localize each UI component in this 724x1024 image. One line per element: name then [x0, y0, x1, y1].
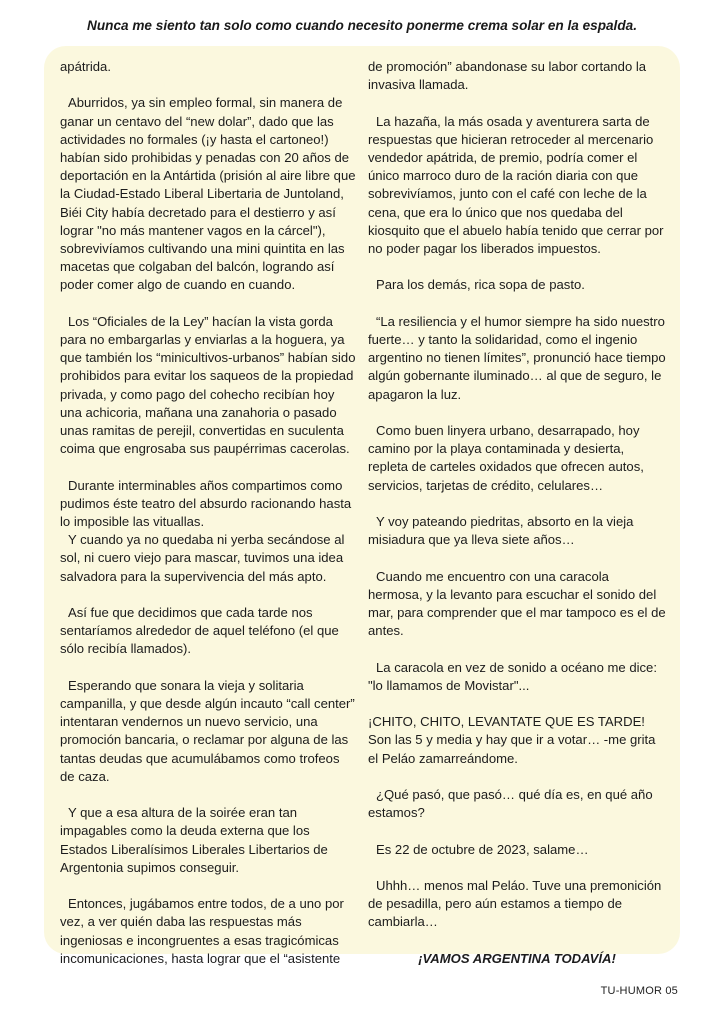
paragraph: Aburridos, ya sin empleo formal, sin manera de ganar un centavo del “new dolar”, dado que las actividades no formales (¡y hasta el cartoneo!) habían sido prohibidas y penadas con 20 años de deportación en la Antártida (prisión al aire libre que la Ciudad-Estado Liberal Libertaria de Juntoland, Biéi City había decretado para el destierro y así lograr "no más mantener vagos en la cárcel"), sobrevivíamos cultivando una mini quintita en las macetas que colgaban del balcón, logrando así poder comer algo de cuando en cuando.	[60, 95, 356, 293]
paragraph: La caracola en vez de sonido a océano me dice: "lo llamamos de Movistar"...	[368, 659, 657, 693]
article-panel	[44, 46, 680, 966]
left-column	[60, 58, 356, 986]
closing-slogan: ¡VAMOS ARGENTINA TODAVÍA!	[418, 950, 616, 966]
paragraph: Los “Oficiales de la Ley” hacían la vista gorda para no embargarlas y enviarlas a la hoguera, ya que también los “minicultivos-urbanos” habían sido prohibidos para evitar los saqueos de la propiedad privada, y como pago del cohecho recibían hoy una achicoria, mañana una zanahoria o pasado unas ramitas de perejil, convertidas en suculenta coima que engrosaba sus paupérrimas cacerolas.	[60, 313, 356, 457]
paragraph: Y voy pateando piedritas, absorto en la vieja misiadura que ya lleva siete años…	[368, 514, 634, 548]
page-header-quote: Nunca me siento tan solo como cuando necesito ponerme crema solar en la espalda.	[87, 18, 637, 33]
paragraph: Entonces, jugábamos entre todos, de a uno por vez, a ver quién daba las respuestas más ingeniosas e incongruentes a esas tragicómicas incomunicaciones, hasta lograr que el “asistente	[60, 896, 344, 966]
page-footer: TU-HUMOR 05	[600, 985, 678, 997]
paragraph: Esperando que sonara la vieja y solitaria campanilla, y que desde algún incauto “call center” intentaran vendernos un nuevo servicio, una promoción bancaria, o reclamar por alguna de las tantas deudas que acumulábamos como trofeos de caza.	[60, 677, 355, 784]
paragraph: de promoción” abandonase su labor cortando la invasiva llamada.	[368, 59, 647, 93]
paragraph: La hazaña, la más osada y aventurera sarta de respuestas que hicieran retroceder al mercenario vendedor apátrida, de premio, podría comer el único marroco duro de la ración diaria con que sobrevivíamos, junto con el café con leche de la cena, que era lo único que nos quedaba del kiosquito que el abuelo había tenido que cerrar por no poder pagar los liberados impuestos.	[368, 113, 664, 257]
paragraph: ¡CHITO, CHITO, LEVANTATE QUE ES TARDE! Son las 5 y media y hay que ir a votar… -me grita el Peláo zamarreándome.	[368, 714, 656, 766]
paragraph: ¿Qué pasó, que pasó… qué día es, en qué año estamos?	[368, 786, 653, 821]
paragraph: Cuando me encuentro con una caracola hermosa, y la levanto para escuchar el sonido del mar, para comprender que el mar tampoco es el de antes.	[368, 568, 666, 639]
paragraph: Para los demás, rica sopa de pasto.	[376, 277, 585, 293]
paragraph: “La resiliencia y el humor siempre ha sido nuestro fuerte… y tanto la solidaridad, como el ingenio argentino no tienen límites”, pronunció hace tiempo algún gobernante iluminado… al que de seguro, le apagaron la luz.	[368, 313, 666, 402]
paragraph: Así fue que decidimos que cada tarde nos sentaríamos alrededor de aquel teléfono (el que sólo recibía llamados).	[60, 605, 339, 657]
paragraph: Y cuando ya no quedaba ni yerba secándose al sol, ni cuero viejo para mascar, tuvimos una idea salvadora para la supervivencia del más apto.	[60, 532, 345, 584]
right-column	[368, 58, 666, 986]
paragraph: Uhhh… menos mal Peláo. Tuve una premonición de pesadilla, pero aún estamos a tiempo de cambiarla…	[368, 877, 662, 930]
paragraph: Es 22 de octubre de 2023, salame…	[376, 841, 589, 857]
paragraph: Como buen linyera urbano, desarrapado, hoy camino por la playa contaminada y desierta, repleta de carteles oxidados que ofrecen autos, servicios, tarjetas de crédito, celulares…	[368, 423, 644, 493]
paragraph: apátrida.	[60, 59, 111, 74]
paragraph: Y que a esa altura de la soirée eran tan impagables como la deuda externa que los Estados Liberalísimos Liberales Libertarios de Argentonia supimos conseguir.	[60, 805, 328, 875]
paragraph: Durante interminables años compartimos como pudimos éste teatro del absurdo racionando hasta lo imposible las vituallas.	[60, 477, 352, 530]
